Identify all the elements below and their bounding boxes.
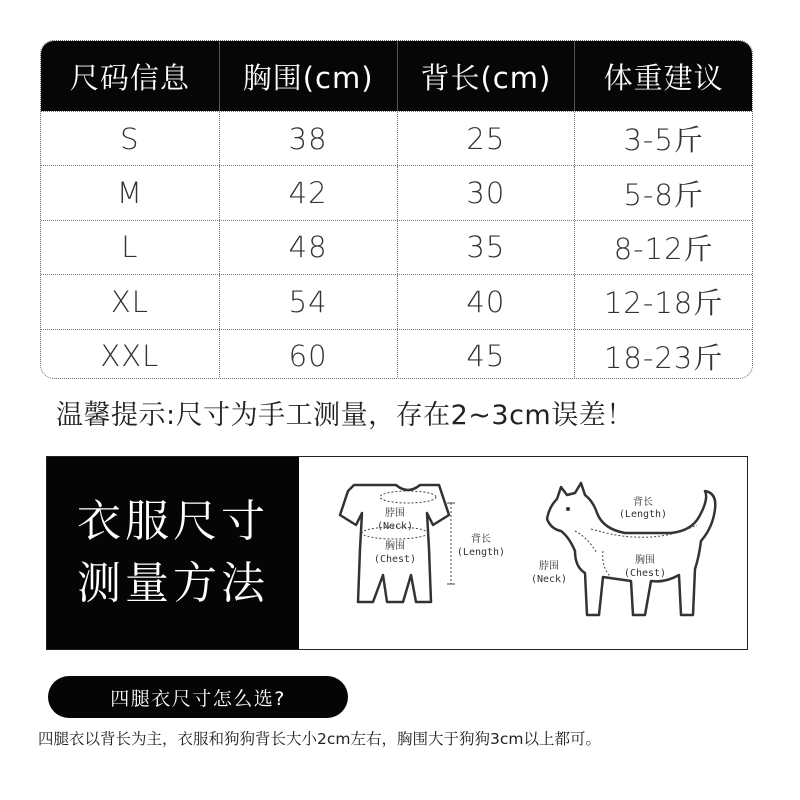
size-table <box>40 40 753 379</box>
dog-chest-line <box>603 551 613 579</box>
chest-cell: 54 <box>219 275 397 328</box>
dog-length-label-cn: 背长 <box>633 497 653 508</box>
faq-question: 四腿衣尺寸怎么选? <box>48 676 348 718</box>
back-length-cell: 45 <box>397 330 575 379</box>
garment-length-label-en: (Length) <box>456 547 506 558</box>
dog-length-label-en: (Length) <box>618 509 668 520</box>
garment-neck-label-en: (Neck) <box>376 521 414 532</box>
size-cell: S <box>120 121 140 156</box>
garment-neck-label-cn: 脖围 <box>385 508 405 519</box>
weight-cell: 8-12斤 <box>574 221 752 274</box>
garment-neck-line <box>380 491 436 503</box>
dog-eye <box>566 507 570 511</box>
back-length-cell: 40 <box>397 275 575 328</box>
weight-cell: 12-18斤 <box>574 275 752 328</box>
table-row <box>41 274 752 328</box>
chest-cell: 42 <box>219 166 397 219</box>
size-cell: M <box>116 176 143 211</box>
chest-cell: 60 <box>219 330 397 379</box>
chest-cell: 48 <box>219 221 397 274</box>
dog-neck-label-en: (Neck) <box>530 574 568 585</box>
table-row <box>41 220 752 274</box>
back-length-cell: 30 <box>397 166 575 219</box>
measure-diagram <box>299 457 749 649</box>
measure-title-line1: 衣服尺寸 <box>77 496 269 547</box>
measurement-tip: 温馨提示:尺寸为手工测量，存在2~3cm误差！ <box>56 400 634 431</box>
size-cell: L <box>121 230 139 265</box>
garment-chest-label-cn: 胸围 <box>385 541 405 552</box>
garment-chest-label-en: (Chest) <box>373 554 417 565</box>
weight-cell: 5-8斤 <box>574 166 752 219</box>
dog-neck-label-cn: 脖围 <box>539 561 559 572</box>
dog-neck-line <box>575 531 597 553</box>
header-chest: 胸围(cm) <box>219 41 397 111</box>
size-cell: XXL <box>100 339 160 374</box>
back-length-cell: 25 <box>397 112 575 165</box>
table-row <box>41 165 752 219</box>
back-length-cell: 35 <box>397 221 575 274</box>
measure-title-line2: 测量方法 <box>77 558 269 609</box>
dog-chest-label-en: (Chest) <box>623 568 667 579</box>
table-row <box>41 111 752 165</box>
dog-outline <box>547 483 715 615</box>
chest-cell: 38 <box>219 112 397 165</box>
dog-chest-label-cn: 胸围 <box>635 555 655 566</box>
faq-answer: 四腿衣以背长为主，衣服和狗狗背长大小2cm左右，胸围大于狗狗3cm以上都可。 <box>38 730 601 748</box>
weight-cell: 3-5斤 <box>574 112 752 165</box>
header-back-length: 背长(cm) <box>397 41 575 111</box>
header-size: 尺码信息 <box>69 60 190 95</box>
garment-length-label-cn: 背长 <box>471 534 491 545</box>
table-row <box>41 329 752 379</box>
measure-title <box>47 457 299 649</box>
diagram-area <box>299 457 747 649</box>
measure-panel <box>46 456 748 650</box>
size-table-header <box>41 41 752 111</box>
weight-cell: 18-23斤 <box>574 330 752 379</box>
size-cell: XL <box>110 284 149 319</box>
header-weight: 体重建议 <box>574 41 752 111</box>
